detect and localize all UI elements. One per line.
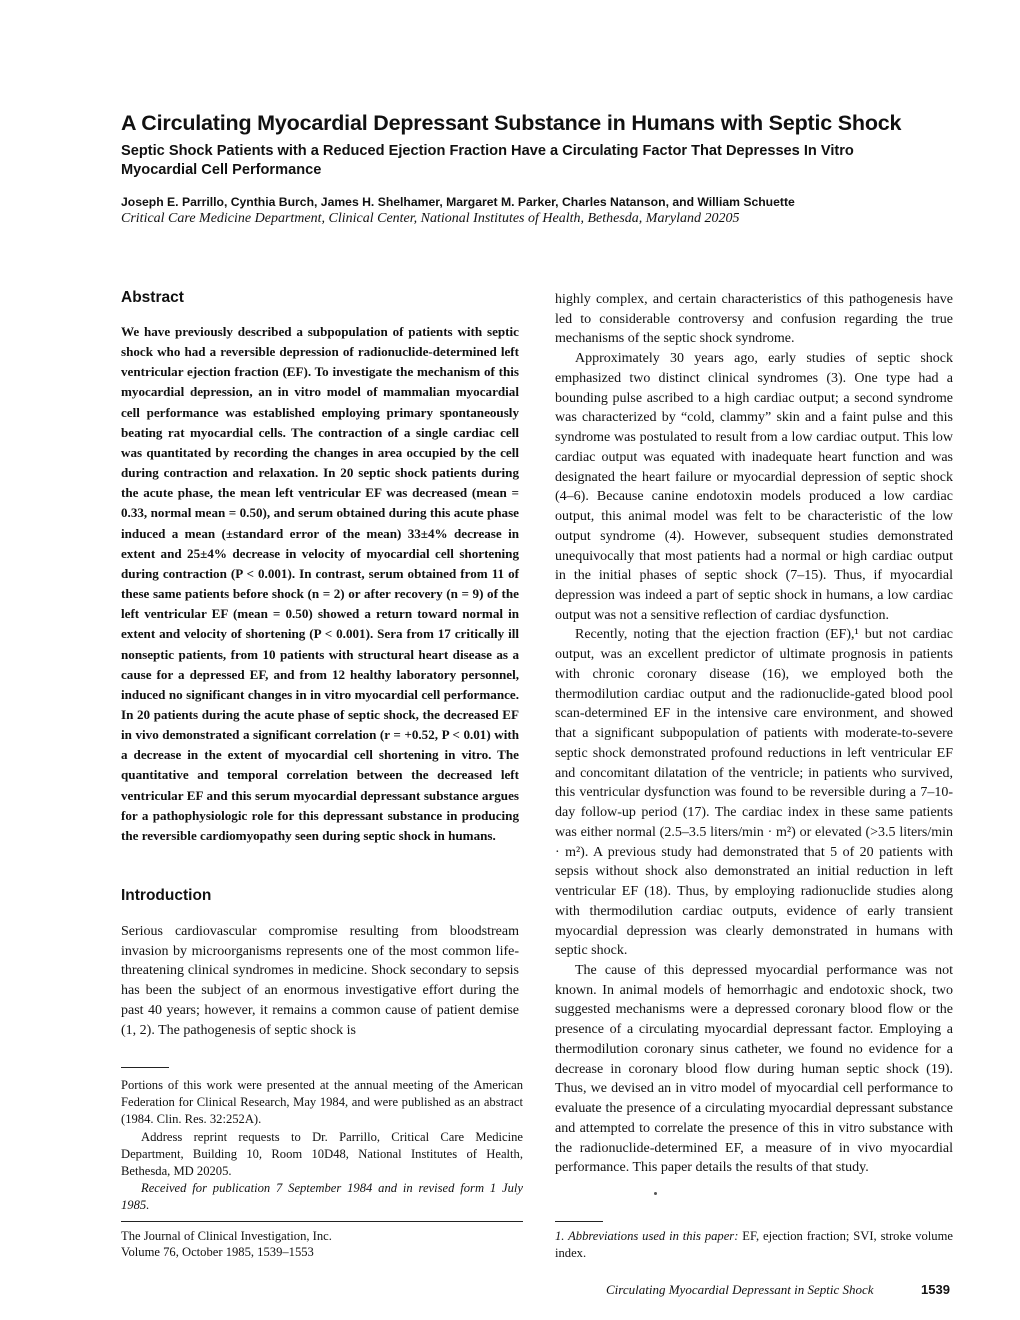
introduction-heading: Introduction <box>121 887 212 904</box>
footnotes <box>121 1077 523 1215</box>
introduction-text-right <box>555 290 953 1178</box>
page-number: 1539 <box>921 1282 950 1297</box>
abbreviations-label: 1. Abbreviations used in this paper: <box>555 1229 739 1243</box>
footnote-received-dates: Received for publication 7 September 1984 and in revised form 1 July 1985. <box>121 1181 523 1213</box>
intro-paragraph: highly complex, and certain characteristics of this pathogenesis have led to considerable controversy and confusion regarding the true mechanisms of the septic shock syndrome. <box>555 292 953 347</box>
journal-info <box>121 1228 521 1260</box>
article-title: A Circulating Myocardial Depressant Substance in Humans with Septic Shock <box>121 111 902 135</box>
journal-volume: Volume 76, October 1985, 1539–1553 <box>121 1245 314 1259</box>
footnote-reprint-address: Address reprint requests to Dr. Parrillo, Critical Care Medicine Department, Building 10, Room 10D48, National Institutes of Health, Bethesda, MD 20205. <box>121 1129 523 1179</box>
intro-paragraph: The cause of this depressed myocardial performance was not known. In animal models of hemorrhagic and endotoxic shock, two suggested mechanisms were a depressed coronary blood flow or the presence of a circulating myocardial depressant factor. Employing a thermodilution coronary sinus catheter, we found no evidence for a decrease in coronary blood flow during human septic shock (19). Thus, we devised an in vitro model of myocardial cell performance to evaluate the presence of a circulating myocardial depressant substance and attempted to correlate the presence of this in vitro substance with the radionuclide-determined EF, a measure of in vivo myocardial performance. This paper details the results of that study. <box>555 962 953 1176</box>
author-affiliation: Critical Care Medicine Department, Clinical Center, National Institutes of Health, Bethesda, Maryland 20205 <box>121 211 740 226</box>
intro-paragraph: Approximately 30 years ago, early studies of septic shock emphasized two distinct clinical syndromes (3). One type had a bounding pulse ascribed to a high cardiac output; a second syndrome was characterized by “cold, clammy” skin and a faint pulse and this syndrome was postulated to result from a low cardiac output. This low cardiac output was equated with inadequate heart function and was designated the heart failure or myocardial depression of septic shock (4–6). Because canine endotoxin models produced a low cardiac output, this animal model was felt to be characteristic of the low output syndrome (4). However, subsequent studies demonstrated unequivocally that most patients had a normal or high cardiac output in the initial phases of septic shock (7–15). Thus, if myocardial depression was indeed a part of septic shock in humans, a low cardiac output was not a sensitive reflection of cardiac dysfunction. <box>555 351 953 623</box>
footnote-divider <box>121 1067 169 1068</box>
article-subtitle: Septic Shock Patients with a Reduced Ejection Fraction Have a Circulating Factor That Depresses In Vitro Myocardial Cell Performance <box>121 143 854 178</box>
journal-divider <box>121 1221 523 1222</box>
abstract-heading: Abstract <box>121 289 184 306</box>
intro-paragraph: Recently, noting that the ejection fraction (EF),¹ but not cardiac output, was an excellent predictor of ultimate prognosis in patients with chronic coronary disease (16), we employed both the thermodilution cardiac output and the radionuclide-gated blood pool scan-determined EF in the intensive care environment, and showed that a significant subpopulation of patients with moderate-to-severe septic shock demonstrated profound reductions in left ventricular EF and concomitant dilatation of the ventricle; in patients who survived, this ventricular dysfunction was found to be reversible during a 7–10-day follow-up period (17). The cardiac index in these same patients was either normal (2.5–3.5 liters/min · m²) or elevated (>3.5 liters/min · m²). A previous study had demonstrated that 5 of 20 patients with sepsis without shock also demonstrated an initial reduction in left ventricular EF (18). Thus, by employing radionuclide studies along with thermodilution cardiac outputs, evidence of early transient myocardial depression was clearly demonstrated in humans with septic shock. <box>555 627 953 959</box>
abbreviations-text: EF, ejection fraction; SVI, stroke volume index. <box>555 1229 953 1260</box>
introduction-text-left: Serious cardiovascular compromise resulting from bloodstream invasion by microorganisms represents one of the most common life-threatening clinical syndromes in medicine. Shock secondary to sepsis has been the subject of an enormous investigative effort during the past 40 years; however, it remains a common cause of patient demise (1, 2). The pathogenesis of septic shock is <box>121 924 519 1038</box>
scan-speck <box>654 1192 657 1195</box>
footnote-presentation: Portions of this work were presented at the annual meeting of the American Federation for Clinical Research, May 1984, and were published as an abstract (1984. Clin. Res. 32:252A). <box>121 1078 523 1127</box>
abstract-text: We have previously described a subpopulation of patients with septic shock who had a reversible depression of radionuclide-determined left ventricular ejection fraction (EF). To investigate the mechanism of this myocardial depression, an in vitro model of mammalian myocardial cell performance was established employing primary spontaneously beating rat myocardial cells. The contraction of a single cardiac cell was quantitated by recording the changes in area occupied by the cell during contraction and relaxation. In 20 septic shock patients during the acute phase, the mean left ventricular EF was decreased (mean = 0.33, normal mean = 0.50), and serum obtained during this acute phase induced a mean (±standard error of the mean) 33±4% decrease in extent and 25±4% decrease in velocity of myocardial cell shortening during contraction (P < 0.001). In contrast, serum obtained from 11 of these same patients before shock (n = 2) or after recovery (n = 9) of the left ventricular EF (mean = 0.50) showed a return toward normal in extent and velocity of shortening (P < 0.001). Sera from 17 critically ill nonseptic patients, from 10 patients with structural heart disease as a cause for a depressed EF, and from 12 healthy laboratory personnel, induced no significant changes in in vitro myocardial cell performance. In 20 patients during the acute phase of septic shock, the decreased EF in vivo demonstrated a significant correlation (r = +0.52, P < 0.01) with a decrease in the extent of myocardial cell shortening in vitro. The quantitative and temporal correlation between the decreased left ventricular EF and this serum myocardial depressant substance argues for a pathophysiologic role for this depressant substance in producing the reversible cardiomyopathy seen during septic shock in humans. <box>121 324 519 843</box>
running-title: Circulating Myocardial Depressant in Septic Shock <box>606 1282 874 1297</box>
abbreviation-divider <box>555 1221 603 1222</box>
abbreviations-footnote <box>555 1228 953 1262</box>
journal-name: The Journal of Clinical Investigation, Inc. <box>121 1229 332 1243</box>
author-list: Joseph E. Parrillo, Cynthia Burch, James H. Shelhamer, Margaret M. Parker, Charles Natanson, and William Schuette <box>121 195 795 209</box>
